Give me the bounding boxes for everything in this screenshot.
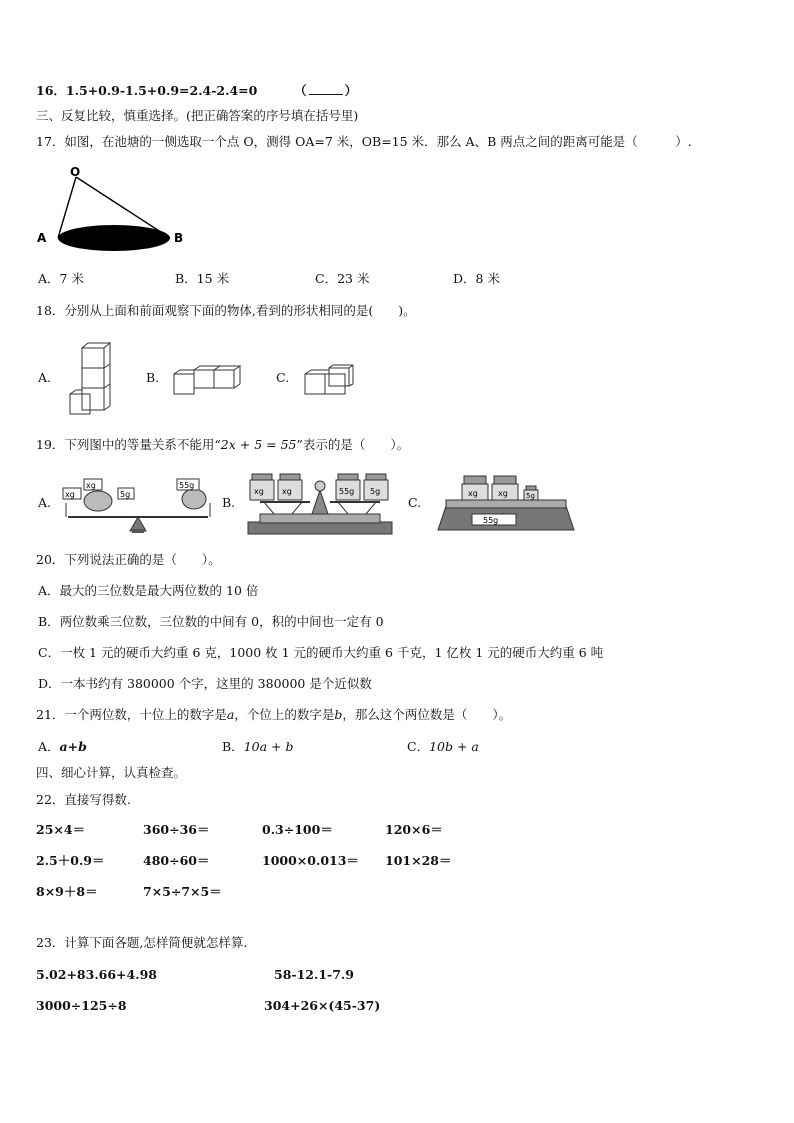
q17-pond-figure	[34, 164, 194, 254]
q21-text-pre: 21．一个两位数，十位上的数字是	[36, 707, 227, 722]
q19c-left-3: 5g	[526, 492, 535, 500]
q19c-left-2: xg	[498, 489, 508, 498]
q23-item: 304+26×(45-37)	[264, 998, 381, 1013]
q20-option-a[interactable]: A．最大的三位数是最大两位数的 10 倍	[38, 583, 259, 598]
q20-option-d[interactable]: D．一本书约有 380000 个字，这里的 380000 是个近似数	[38, 676, 372, 691]
q19a-left-2: xg	[86, 481, 96, 490]
q19-option-a[interactable]: A.	[38, 495, 52, 510]
label-A: A	[37, 231, 47, 245]
q21-text-post: ，那么这个两位数是（ ）。	[342, 707, 512, 722]
q19-option-b[interactable]: B.	[222, 495, 236, 510]
q17-option-a[interactable]: A．7 米	[38, 271, 84, 286]
question-22: 22．直接写得数.	[36, 792, 131, 807]
q23-item: 3000÷125÷8	[36, 998, 127, 1013]
q18-option-c[interactable]: C.	[276, 370, 290, 385]
question-17: 17．如图，在池塘的一侧选取一个点 O，测得 OA=7 米，OB=15 米．那么 A、B 两点之间的距离可能是（ ）.	[36, 134, 692, 149]
q22-item: 120×6＝	[385, 822, 443, 837]
q21-var-b: b	[334, 707, 343, 722]
q22-item: 480÷60＝	[143, 853, 210, 868]
q21-option-b-label: B．	[222, 739, 244, 754]
question-18: 18．分别从上面和前面观察下面的物体,看到的形状相同的是( )。	[36, 303, 416, 318]
q19c-left-1: xg	[468, 489, 478, 498]
q23-item: 5.02+83.66+4.98	[36, 967, 157, 982]
q19b-right-2: 5g	[370, 487, 381, 496]
section-3-heading: 三、反复比较，慎重选择。(把正确答案的序号填在括号里)	[36, 108, 359, 123]
q16-text: 16．1.5+0.9-1.5+0.9=2.4-2.4=0	[36, 83, 258, 98]
q20-option-b[interactable]: B．两位数乘三位数，三位数的中间有 0，积的中间也一定有 0	[38, 614, 384, 629]
question-23: 23．计算下面各题,怎样简便就怎样算.	[36, 935, 248, 950]
q21-option-a-expr: a+b	[59, 739, 87, 754]
q16-paren-open: （	[294, 83, 307, 98]
q18-option-a[interactable]: A.	[38, 370, 52, 385]
q19c-display: 55g	[483, 516, 499, 525]
q16-answer-blank[interactable]	[309, 83, 343, 95]
q17-option-c[interactable]: C．23 米	[315, 271, 370, 286]
q19b-right-1: 55g	[339, 487, 355, 496]
q18-option-b[interactable]: B.	[146, 370, 160, 385]
q19-option-c[interactable]: C.	[408, 495, 422, 510]
q19-text-post: ”表示的是（ ）。	[296, 437, 410, 452]
question-20: 20．下列说法正确的是（ ）。	[36, 552, 221, 567]
q22-item: 101×28＝	[385, 853, 452, 868]
q20-option-c[interactable]: C．一枚 1 元的硬币大约重 6 克，1000 枚 1 元的硬币大约重 6 千克，1 亿枚 1 元的硬币大约重 6 吨	[38, 645, 604, 660]
q21-var-a: a	[226, 707, 235, 722]
q21-option-c-label: C．	[407, 739, 430, 754]
q21-option-b-expr: 10a + b	[243, 739, 294, 754]
question-21	[36, 707, 511, 723]
pond-ellipse	[58, 225, 170, 251]
q19a-left-3: 5g	[120, 490, 131, 499]
question-19	[36, 437, 409, 453]
question-16	[36, 83, 357, 99]
q21-option-a[interactable]	[38, 739, 87, 755]
q22-item: 7×5÷7×5＝	[143, 884, 222, 899]
q22-item: 25×4＝	[36, 822, 86, 837]
q21-option-a-label: A．	[38, 739, 60, 754]
q16-paren-close: ）	[344, 83, 358, 98]
q21-option-c-expr: 10b + a	[429, 739, 479, 754]
q19b-left-2: xg	[282, 487, 292, 496]
label-O: O	[70, 165, 81, 179]
q19-figure-b-scale	[240, 468, 400, 538]
q19-figure-a-balance	[58, 473, 218, 537]
q18-figure-b	[172, 364, 242, 396]
section-4-heading: 四、细心计算，认真检查。	[36, 765, 187, 780]
q19b-left-1: xg	[254, 487, 264, 496]
q22-item: 8×9＋8＝	[36, 884, 98, 899]
q19-figure-c-scale	[432, 470, 580, 536]
q22-item: 360÷36＝	[143, 822, 210, 837]
q19a-right-1: 55g	[179, 481, 195, 490]
q23-item: 58-12.1-7.9	[274, 967, 354, 982]
q17-option-d[interactable]: D．8 米	[453, 271, 500, 286]
q19-text-pre: 19．下列图中的等量关系不能用“	[36, 437, 221, 452]
q21-text-mid: ，个位上的数字是	[234, 707, 335, 722]
q21-option-b[interactable]	[222, 739, 293, 755]
q22-item: 2.5＋0.9＝	[36, 853, 105, 868]
q18-figure-a	[68, 342, 112, 416]
q21-option-c[interactable]	[407, 739, 479, 755]
q22-item: 1000×0.013＝	[262, 853, 359, 868]
label-B: B	[174, 231, 184, 245]
q22-item: 0.3÷100＝	[262, 822, 333, 837]
q19-equation: 2x + 5 = 55	[220, 437, 297, 452]
q19a-left-1: xg	[65, 490, 75, 499]
q17-option-b[interactable]: B．15 米	[175, 271, 230, 286]
q18-figure-c	[303, 364, 357, 396]
